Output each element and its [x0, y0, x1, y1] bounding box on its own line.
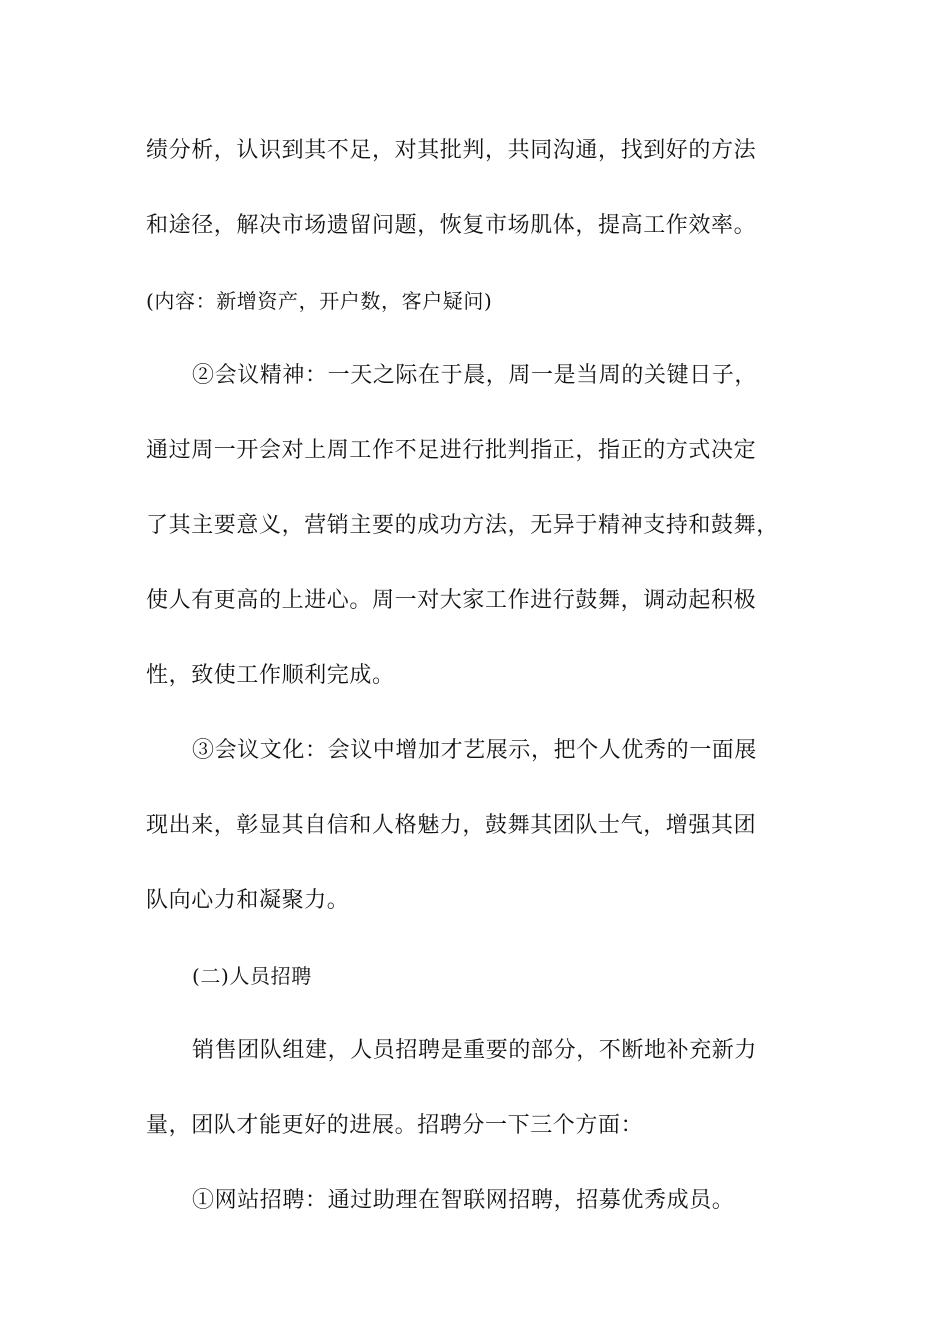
paragraph-meeting-spirit: ②会议精神：一天之际在于晨，周一是当周的关键日子， — [192, 363, 758, 388]
paragraph-meeting-culture: ③会议文化：会议中增加才艺展示，把个人优秀的一面展 — [192, 738, 758, 763]
body-text-line: 了其主要意义，营销主要的成功方法，无异于精神支持和鼓舞， — [146, 513, 779, 538]
content-note-line: (内容：新增资产，开户数，客户疑问) — [146, 289, 493, 313]
paragraph-recruitment: 销售团队组建，人员招聘是重要的部分，不断地补充新力 — [192, 1038, 758, 1063]
paragraph-website-recruitment: ①网站招聘：通过助理在智联网招聘，招募优秀成员。 — [192, 1188, 735, 1213]
section-heading-recruitment: (二)人员招聘 — [192, 964, 312, 988]
body-text-line: 性，致使工作顺利完成。 — [146, 663, 395, 688]
body-text-line: 队向心力和凝聚力。 — [146, 888, 350, 913]
body-text-line: 通过周一开会对上周工作不足进行批判指正，指正的方式决定 — [146, 438, 757, 463]
body-text-line: 量，团队才能更好的进展。招聘分一下三个方面： — [146, 1113, 644, 1138]
body-text-line: 和途径，解决市场遗留问题，恢复市场肌体，提高工作效率。 — [146, 213, 757, 238]
body-text-line: 使人有更高的上进心。周一对大家工作进行鼓舞，调动起积极 — [146, 588, 757, 613]
body-text-line: 绩分析，认识到其不足，对其批判，共同沟通，找到好的方法 — [146, 138, 757, 163]
body-text-line: 现出来，彰显其自信和人格魅力，鼓舞其团队士气，增强其团 — [146, 813, 757, 838]
